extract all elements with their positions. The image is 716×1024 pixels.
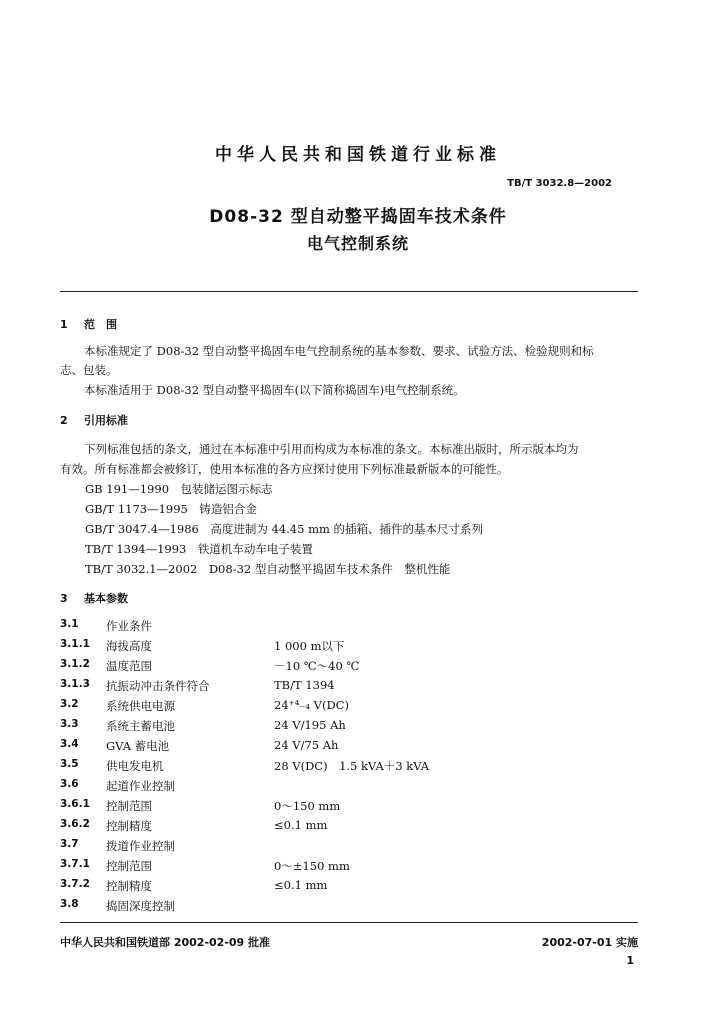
parameter-value: TB/T 1394 [274,678,335,692]
footer-rule [60,922,638,923]
parameter-label: 控制范围 [106,859,152,873]
document-title: D08-32 型自动整平捣固车技术条件 [209,207,507,227]
reference-item: TB/T 3032.1—2002 D08-32 型自动整平捣固车技术条件 整机性能 [85,562,451,576]
parameter-label: GVA 蓄电池 [106,739,170,753]
references-paragraph-line-2: 有效。所有标准都会被修订，使用本标准的各方应探讨使用下列标准最新版本的可能性。 [60,462,509,476]
parameter-label: 捣固深度控制 [106,899,175,913]
section-heading-references [60,412,128,428]
parameter-value: ≤0.1 mm [274,878,328,892]
parameter-row [60,638,640,658]
parameter-row [60,698,640,718]
parameter-number: 3.4 [60,738,79,750]
parameter-value: 24 V/75 Ah [274,738,339,752]
parameter-number: 3.6 [60,778,79,790]
parameter-number: 3.1.3 [60,678,90,690]
parameter-row [60,718,640,738]
section-heading-scope [60,316,117,332]
reference-item: GB 191—1990 包装储运图示标志 [85,482,273,496]
parameter-label: 系统供电电源 [106,699,175,713]
parameter-label: 作业条件 [106,619,152,633]
parameter-number: 3.2 [60,698,79,710]
standard-code: TB/T 3032.8—2002 [507,178,612,189]
parameter-row [60,838,640,858]
parameter-number: 3.8 [60,898,79,910]
section-title: 引用标准 [84,414,128,427]
parameter-row [60,858,640,878]
approval-statement: 中华人民共和国铁道部 2002-02-09 批准 [60,936,271,949]
parameter-label: 海拔高度 [106,639,152,653]
reference-item: TB/T 1394—1993 铁道机车动车电子装置 [85,542,313,556]
section-title: 基本参数 [84,592,128,605]
parameter-number: 3.7.1 [60,858,90,870]
parameter-value: 24 V/195 Ah [274,718,346,732]
section-number: 3 [60,592,68,605]
parameter-row [60,878,640,898]
parameter-value: －10 ℃～40 ℃ [274,659,360,673]
section-number: 2 [60,414,68,427]
parameter-number: 3.7 [60,838,79,850]
parameter-row [60,898,640,918]
parameter-value: 28 V(DC) 1.5 kVA＋3 kVA [274,759,430,773]
parameter-value: 1 000 m以下 [274,639,345,653]
parameter-row [60,778,640,798]
parameter-row [60,738,640,758]
parameter-row [60,798,640,818]
parameter-number: 3.6.2 [60,818,90,830]
parameter-row [60,658,640,678]
parameter-row [60,678,640,698]
parameter-number: 3.6.1 [60,798,90,810]
parameter-label: 拨道作业控制 [106,839,175,853]
section-number: 1 [60,318,68,331]
parameter-label: 供电发电机 [106,759,164,773]
references-paragraph-line-1: 下列标准包括的条文，通过在本标准中引用而构成为本标准的条文。本标准出版时，所示版本均为 [84,442,579,456]
parameter-value: 0～150 mm [274,799,341,813]
header-rule [60,291,638,292]
reference-item: GB/T 1173—1995 铸造铝合金 [85,502,257,516]
parameter-number: 3.1.2 [60,658,90,670]
parameter-label: 控制精度 [106,879,152,893]
document-subtitle: 电气控制系统 [306,234,409,253]
scope-paragraph-2: 本标准适用于 D08-32 型自动整平捣固车(以下简称捣固车)电气控制系统。 [84,383,465,397]
parameter-label: 抗振动冲击条件符合 [106,679,210,693]
issuing-authority-title: 中华人民共和国铁道行业标准 [215,145,501,165]
parameter-row [60,818,640,838]
parameter-label: 控制范围 [106,799,152,813]
scope-paragraph-1-line-1: 本标准规定了 D08-32 型自动整平捣固车电气控制系统的基本参数、要求、试验方法、检验规则和标 [84,344,594,358]
parameter-value: 0～±150 mm [274,859,350,873]
parameter-label: 系统主蓄电池 [106,719,175,733]
reference-item: GB/T 3047.4—1986 高度进制为 44.45 mm 的插箱、插件的基本尺寸系列 [85,522,484,536]
parameter-label: 起道作业控制 [106,779,175,793]
parameter-number: 3.3 [60,718,79,730]
parameter-value: ≤0.1 mm [274,818,328,832]
parameter-label: 温度范围 [106,659,152,673]
parameter-label: 控制精度 [106,819,152,833]
parameter-number: 3.1.1 [60,638,90,650]
parameter-number: 3.7.2 [60,878,90,890]
parameter-row [60,758,640,778]
effective-date: 2002-07-01 实施 [541,936,638,949]
section-title: 范 围 [84,318,117,331]
page-number: 1 [626,954,634,967]
scope-paragraph-1-line-2: 志、包装。 [60,363,118,377]
parameter-row [60,618,640,638]
parameter-value: 24⁺⁴₋₄ V(DC) [274,698,349,712]
section-heading-basic-parameters [60,590,128,606]
parameter-number: 3.5 [60,758,79,770]
parameter-number: 3.1 [60,618,79,630]
